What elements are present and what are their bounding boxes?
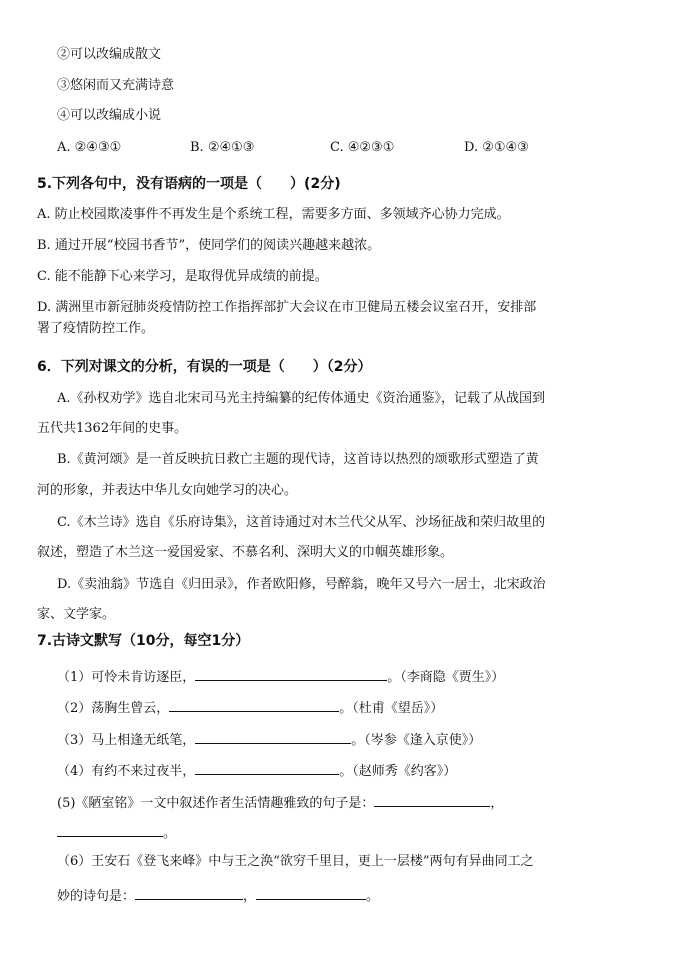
- q7-item-3: [57, 729, 481, 750]
- q7-blank-2[interactable]: [169, 697, 339, 712]
- q7-item-4-source: 。（赵师秀《约客》）: [339, 764, 457, 779]
- q7-item-5-comma: ，: [490, 796, 504, 811]
- q7-item-6-line2: [57, 885, 379, 906]
- q4-option-c: C. ④②③①: [330, 140, 395, 155]
- q7-stem: 7.古诗文默写（10分，每空1分）: [37, 633, 250, 649]
- q6-option-a-line2: 五代共1362年间的史事。: [37, 421, 188, 436]
- q7-item-6-text: 妙的诗句是：: [57, 889, 136, 904]
- q6-option-c-line2: 叙述，塑造了木兰这一爱国爱家、不慕名利、深明大义的巾帼英雄形象。: [37, 545, 454, 560]
- q6-option-b-line2: 河的形象，并表达中华儿女向她学习的决心。: [37, 483, 298, 498]
- q7-item-6-comma: ，: [243, 889, 257, 904]
- q7-item-3-text: （3）马上相逢无纸笔，: [57, 733, 196, 748]
- q7-item-4-text: （4）有约不来过夜半，: [57, 764, 196, 779]
- q7-blank-6a[interactable]: [135, 885, 243, 900]
- q7-item-5: [57, 792, 503, 813]
- q7-blank-5b[interactable]: [57, 822, 163, 837]
- q7-item-3-source: 。（岑参《逢入京使》）: [351, 733, 482, 748]
- q5-stem: 5.下列各句中，没有语病的一项是（ ）(2分): [37, 176, 341, 192]
- q7-item-2-source: 。（杜甫《望岳》）: [339, 701, 444, 716]
- q4-option-b: B. ②④①③: [190, 140, 255, 155]
- q6-option-a-line1: A.《孙权劝学》选自北宋司马光主持编纂的纪传体通史《资治通鉴》，记载了从战国到: [57, 391, 546, 406]
- q6-option-d-line2: 家、文学家。: [37, 607, 116, 622]
- q5-option-b: B. 通过开展“校园书香节”，使同学们的阅读兴趣越来越浓。: [37, 238, 381, 253]
- q7-item-6-line1: （6）王安石《登飞来峰》中与王之涣“欲穷千里目，更上一层楼”两句有异曲同工之: [57, 854, 534, 869]
- q4-item-3: ③悠闲而又充满诗意: [57, 78, 175, 93]
- q7-item-5-period: 。: [163, 826, 177, 841]
- q7-item-1-source: 。（李商隐《贾生》）: [387, 670, 505, 685]
- q4-item-4: ④可以改编成小说: [57, 108, 162, 123]
- q5-option-a: A. 防止校园欺凌事件不再发生是个系统工程，需要多方面、多领域齐心协力完成。: [37, 207, 510, 222]
- q7-blank-3[interactable]: [195, 729, 351, 744]
- q4-option-a: A. ②④③①: [57, 140, 122, 155]
- q6-option-c-line1: C.《木兰诗》选自《乐府诗集》，这首诗通过对木兰代父从军、沙场征战和荣归故里的: [57, 515, 546, 530]
- q7-blank-5a[interactable]: [374, 792, 490, 807]
- q7-item-2: [57, 697, 443, 718]
- q7-item-2-text: （2）荡胸生曾云，: [57, 701, 170, 716]
- q6-option-b-line1: B.《黄河颂》是一首反映抗日救亡主题的现代诗，这首诗以热烈的颂歌形式塑造了黄: [57, 452, 539, 467]
- q5-option-d-line1: D. 满洲里市新冠肺炎疫情防控工作指挥部扩大会议在市卫健局五楼会议室召开，安排部: [37, 300, 537, 315]
- q7-blank-4[interactable]: [195, 760, 339, 775]
- q6-stem: 6．下列对课文的分析，有误的一项是（ ）（2分）: [37, 359, 372, 375]
- q7-item-4: [57, 760, 456, 781]
- q7-item-5-text: (5)《陋室铭》一文中叙述作者生活情趣雅致的句子是：: [57, 796, 375, 811]
- q7-blank-1[interactable]: [195, 666, 387, 681]
- q7-item-1: [57, 666, 504, 687]
- q4-item-2: ②可以改编成散文: [57, 47, 162, 62]
- q7-item-6-period: 。: [366, 889, 380, 904]
- q7-item-1-text: （1）可怜未肯访逐臣，: [57, 670, 196, 685]
- q7-item-5-cont: [57, 822, 176, 843]
- q4-option-d: D. ②①④③: [464, 140, 529, 155]
- q5-option-d-line2: 署了疫情防控工作。: [37, 321, 155, 336]
- q7-blank-6b[interactable]: [256, 885, 366, 900]
- q5-option-c: C. 能不能静下心来学习，是取得优异成绩的前提。: [37, 269, 328, 284]
- q6-option-d-line1: D.《卖油翁》节选自《归田录》，作者欧阳修，号醉翁，晚年又号六一居士，北宋政治: [57, 577, 546, 592]
